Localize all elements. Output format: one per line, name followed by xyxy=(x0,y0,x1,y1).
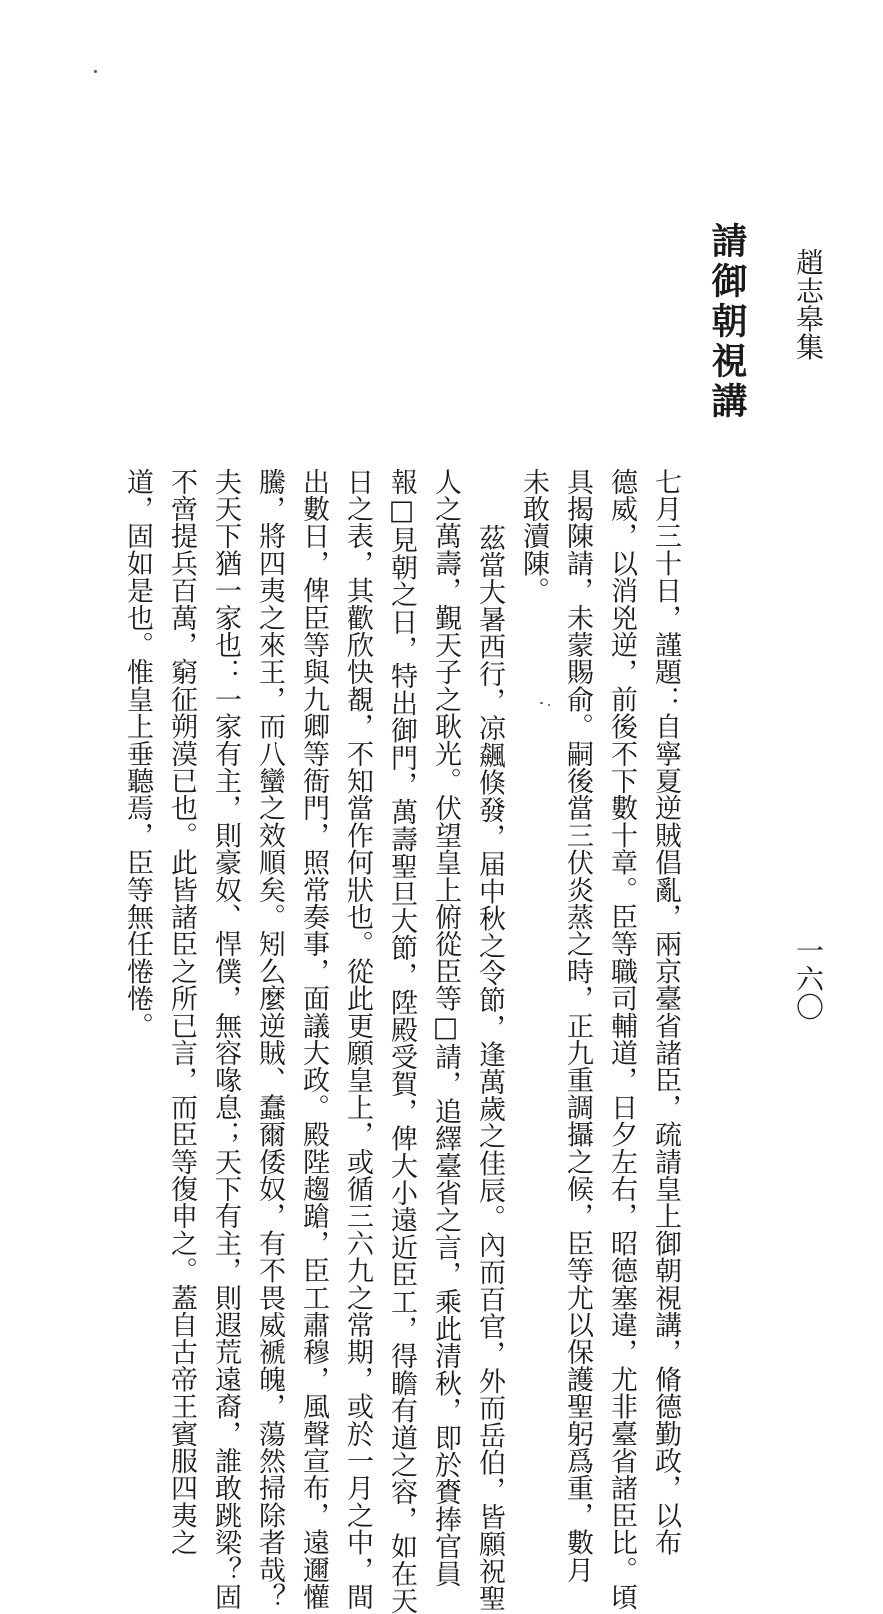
text-line-1: 七月三十日，謹題：自寧夏逆賊倡亂，兩京臺省諸臣，疏請皇上御朝視講，脩德勤政，以布 xyxy=(650,468,681,1556)
text-line-13: 道，固如是也。惟皇上垂聽焉，臣等無任惓惓。 xyxy=(122,468,153,1040)
text-line-3: 具揭陳請，未蒙賜俞。嗣後當三伏炎蒸之時，正九重調攝之候，臣等尤以保護聖躬爲重，數月 xyxy=(562,468,593,1584)
text-line-2: 德威，以消兇逆，前後不下數十章。臣等職司輔道，日夕左右，昭德塞違，尤非臺省諸臣比。頃 xyxy=(606,468,637,1611)
text-line-5: 茲當大暑西行，凉飆倏發，届中秋之令節，逢萬歲之佳辰。內而百官，外而岳伯，皆願祝聖 xyxy=(474,524,505,1612)
text-line-10: 騰，將四夷之來王，而八蠻之效順矣。矧么麼逆賊、蠢爾倭奴，有不畏威褫魄，蕩然掃除者哉？ xyxy=(254,468,285,1611)
text-line-12: 不啻提兵百萬，窮征朔漠已也。此皆諸臣之所已言，而臣等復申之。蓋自古帝王賓服四夷之 xyxy=(166,468,197,1556)
text-line-7: 報□見朝之日，特出御門，萬壽聖旦大節，陞殿受賀，俾大小遠近臣工，得瞻有道之容，如在天 xyxy=(386,468,417,1614)
text-line-8: 日之表，其歡欣快覩，不知當作何狀也。從此更願皇上，或循三六九之常期，或於一月之中，間 xyxy=(342,468,373,1611)
text-line-6: 人之萬壽，覲天子之耿光。伏望皇上俯從臣等□請，追繹臺省之言，乘此清秋，即於賚捧官員 xyxy=(430,468,461,1588)
document-title: 請御朝視講 xyxy=(706,222,748,422)
scan-speck xyxy=(94,70,97,73)
text-line-11: 夫天下猶一家也：一家有主，則豪奴、悍僕，無容喙息；天下有主，則遐荒遠裔，誰敢跳梁？固 xyxy=(210,468,241,1611)
text-line-4: 未敢瀆陳。 xyxy=(518,468,549,604)
running-head: 趙志皋集 xyxy=(792,248,825,361)
scan-speck xyxy=(548,704,550,706)
scan-speck xyxy=(540,702,543,704)
page-number: 一六〇 xyxy=(792,936,825,1021)
text-line-9: 出數日，俾臣等與九卿等衙門，照常奏事，面議大政。殿陛趨蹌，臣工肅穆，風聲宣布，遠邇懽 xyxy=(298,468,329,1611)
